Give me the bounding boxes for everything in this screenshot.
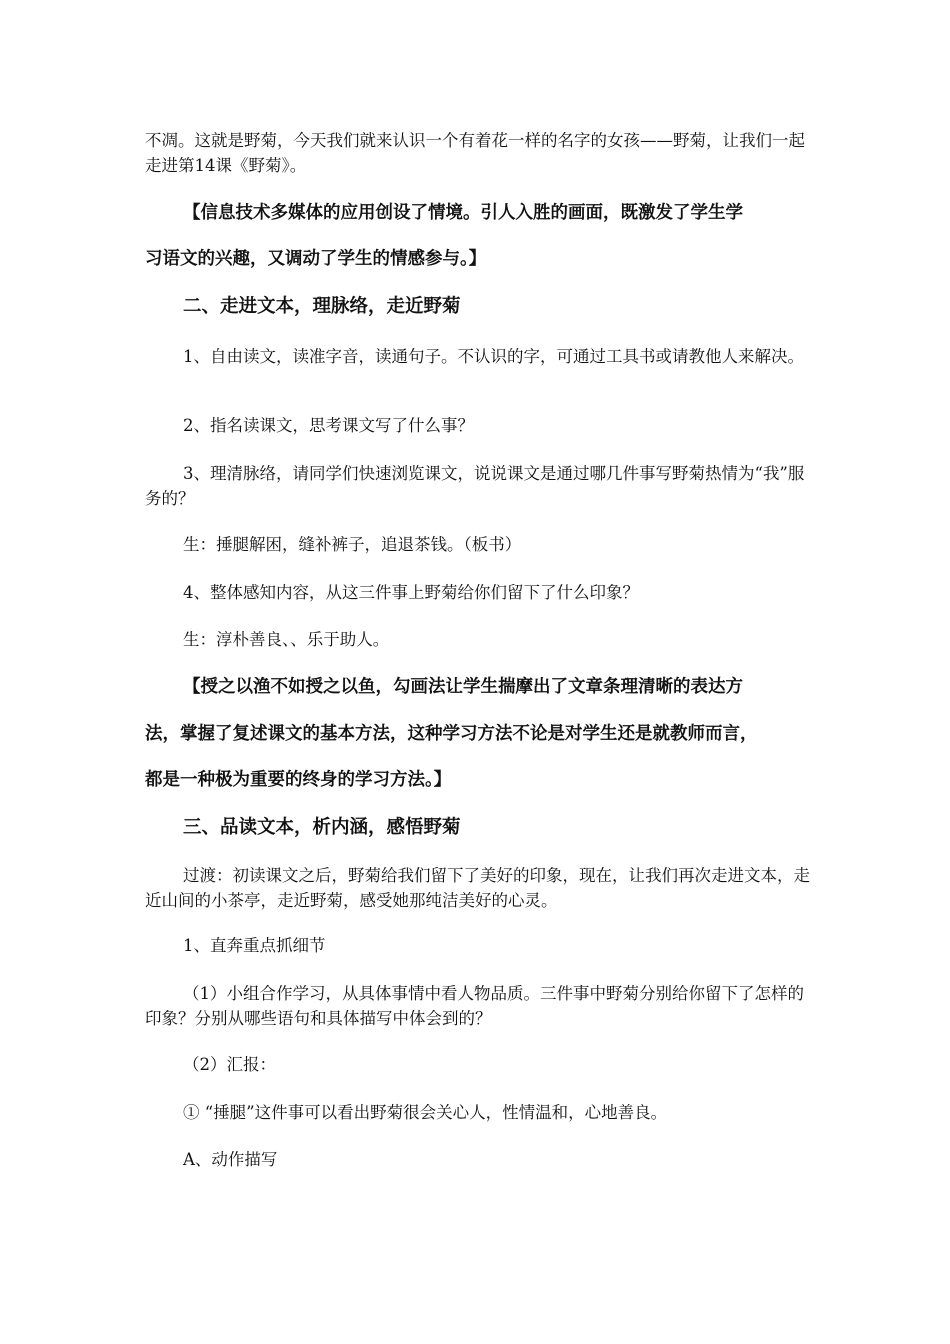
paragraph-task-2: （2）汇报： [183, 1055, 276, 1074]
paragraph-task-1: （1）小组合作学习，从具体事情中看人物品质。三件事中野菊分别给你留下了怎样的印象？分别从哪些语句和具体描写中体会到的？ [145, 984, 804, 1028]
paragraph-step-3: 3、理清脉络，请同学们快速浏览课文，说说课文是通过哪几件事写野菊热情为“我”服务的？ [145, 464, 805, 508]
paragraph-step-4: 4、整体感知内容，从这三件事上野菊给你们留下了什么印象？ [183, 583, 639, 602]
paragraph-transition: 过渡：初读课文之后，野菊给我们留下了美好的印象，现在，让我们再次走进文本，走近山间的小茶亭，走近野菊，感受她那纯洁美好的心灵。 [145, 866, 810, 910]
paragraph-step-2: 2、指名读课文，思考课文写了什么事？ [183, 416, 474, 435]
paragraph-student-answer-1: 生：捶腿解困，缝补裤子，追退茶钱。（板书） [183, 535, 522, 554]
comment-2-line-2: 法，掌握了复述课文的基本方法，这种学习方法不论是对学生还是就教师而言， [145, 724, 758, 744]
paragraph-student-answer-2: 生：淳朴善良、、乐于助人。 [183, 630, 390, 649]
section-heading-2: 二、走进文本，理脉络，走近野菊 [183, 296, 461, 317]
comment-1-line-1: 【信息技术多媒体的应用创设了情境。引人入胜的画面，既激发了学生学 [183, 203, 743, 223]
comment-1-line-2: 习语文的兴趣，又调动了学生的情感参与。】 [145, 249, 487, 269]
paragraph-subsection-1: 1、直奔重点抓细节 [183, 936, 326, 955]
section-heading-3: 三、品读文本，析内涵，感悟野菊 [183, 817, 461, 838]
paragraph-point-1: ① “捶腿”这件事可以看出野菊很会关心人，性情温和，心地善良。 [183, 1103, 668, 1122]
paragraph-step-1: 1、自由读文，读准字音，读通句子。不认识的字，可通过工具书或请教他人来解决。 [183, 347, 804, 366]
comment-2-line-3: 都是一种极为重要的终身的学习方法。】 [145, 770, 452, 790]
paragraph-intro: 不凋。这就是野菊，今天我们就来认识一个有着花一样的名字的女孩——野菊，让我们一起走进第14课《野菊》。 [145, 131, 805, 175]
comment-2-line-1: 【授之以渔不如授之以鱼，勾画法让学生揣摩出了文章条理清晰的表达方 [183, 677, 743, 697]
paragraph-point-a: A、动作描写 [183, 1150, 278, 1169]
